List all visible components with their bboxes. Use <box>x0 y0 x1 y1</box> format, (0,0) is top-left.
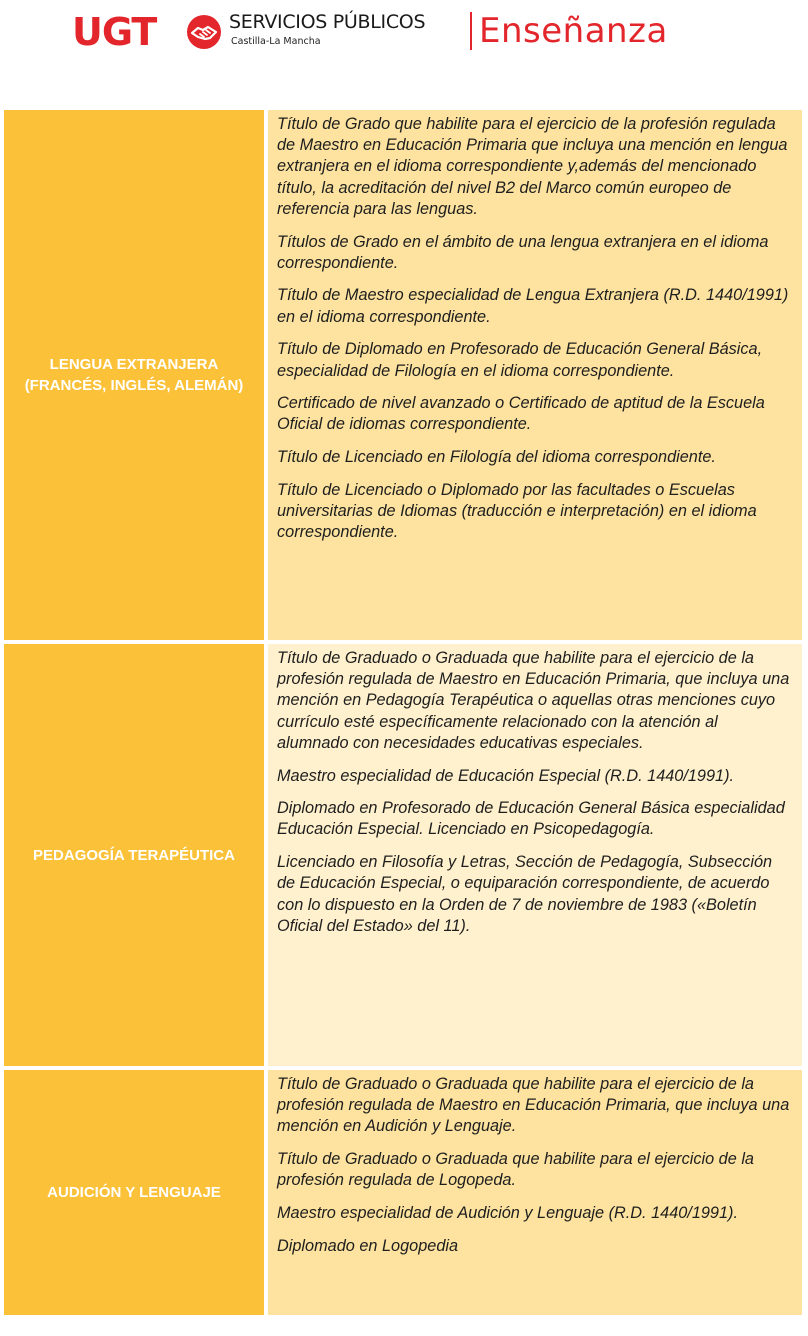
requirement-item: Título de Grado que habilite para el ejercicio de la profesión regulada de Maestro en Educación Primaria que incluya una mención en lengua extranjera en el idioma correspondiente y,además del mencionado título, la acreditación del nivel B2 del Marco común europeo de referencia para las lenguas. <box>277 115 788 218</box>
requirement-item: Diplomado en Profesorado de Educación General Básica especialidad Educación Especial. Licenciado en Psicopedagogía. <box>277 799 785 839</box>
requirement-item: Título de Maestro especialidad de Lengua Extranjera (R.D. 1440/1991) en el idioma correspondiente. <box>277 286 789 326</box>
specialty-label: LENGUA EXTRANJERA (FRANCÉS, INGLÉS, ALEMÁN) <box>4 110 264 640</box>
requirement-item: Certificado de nivel avanzado o Certificado de aptitud de la Escuela Oficial de idiomas correspondiente. <box>277 394 765 434</box>
page-header <box>0 0 808 80</box>
requirement-item: Título de Licenciado o Diplomado por las facultades o Escuelas universitarias de Idiomas (traducción e interpretación) en el idioma correspondiente. <box>277 480 757 542</box>
handshake-emblem-icon <box>186 14 222 50</box>
requirements-cell <box>268 110 802 640</box>
table-row <box>4 1070 802 1315</box>
table-row <box>4 110 802 640</box>
requirements-cell <box>268 1070 802 1315</box>
requirement-item: Títulos de Grado en el ámbito de una lengua extranjera en el idioma correspondiente. <box>277 232 769 272</box>
specialty-label: AUDICIÓN Y LENGUAJE <box>4 1070 264 1315</box>
requirement-item: Título de Graduado o Graduada que habilite para el ejercicio de la profesión regulada de Logopeda. <box>277 1150 754 1190</box>
specialty-label: PEDAGOGÍA TERAPÉUTICA <box>4 644 264 1066</box>
requirement-item: Título de Diplomado en Profesorado de Educación General Básica, especialidad de Filología en el idioma correspondiente. <box>277 340 763 380</box>
header-subtitle: Castilla-La Mancha <box>231 36 321 47</box>
requirement-item: Maestro especialidad de Educación Especial (R.D. 1440/1991). <box>277 766 735 785</box>
requirement-item: Maestro especialidad de Audición y Lenguaje (R.D. 1440/1991). <box>277 1204 738 1223</box>
requirement-item: Licenciado en Filosofía y Letras, Sección de Pedagogía, Subsección de Educación Especial, o equiparación correspondiente, de acuerdo con lo dispuesto en la Orden de 7 de noviembre de 1983 («Boletín Oficial del Estado» del 11). <box>277 853 773 935</box>
qualifications-table <box>4 110 802 1315</box>
requirement-item: Título de Licenciado en Filología del idioma correspondiente. <box>277 448 716 467</box>
requirement-item: Título de Graduado o Graduada que habilite para el ejercicio de la profesión regulada de Maestro en Educación Primaria, que incluya una mención en Audición y Lenguaje. <box>277 1075 790 1136</box>
header-title: SERVICIOS PÚBLICOS <box>229 11 426 33</box>
requirement-item: Diplomado en Logopedia <box>277 1236 459 1255</box>
requirements-cell <box>268 644 802 1066</box>
section-title: Enseñanza <box>479 11 668 51</box>
table-row <box>4 644 802 1066</box>
requirement-item: Título de Graduado o Graduada que habilite para el ejercicio de la profesión regulada de Maestro en Educación Primaria, que incluya una mención en Pedagogía Terapéutica o aquellas otras menciones cuyo currículo esté específicamente relacionado con la atención al alumnado con necesidades educativas especiales. <box>277 649 790 752</box>
ugt-logo: UGT <box>72 10 157 54</box>
logo-divider <box>470 12 472 50</box>
